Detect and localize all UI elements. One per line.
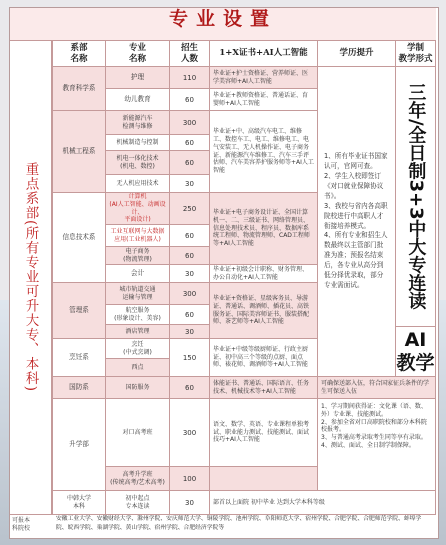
count-preschool: 60	[170, 89, 210, 111]
count-rail: 300	[170, 283, 210, 305]
plan-up: 语文、数学、英语、专业课程单独考试、职业能力测试、技能测试、面试技巧+AI人工智能	[210, 399, 318, 467]
path-up: 1、学习期间获得证：文化课（语、数、外）专业课、技能测试。 2、参加全省对口高职院校和部分本科院校报考。 3、与普通高考录取考生同等享有录取。 4、测试、面试、全日制学制保障。	[318, 399, 436, 491]
plan-info-1: 毕业证+电子商务设计证、全国计算机一、二、三级证书、网络管理员、信息处理技术员、程序员、数据库系统工程师、物流管理师、CAD工程师等+AI人工智能	[210, 193, 318, 265]
header-plan: 1+X证书+AI人工智能	[210, 40, 318, 67]
dept-cook: 烹饪系	[52, 339, 106, 377]
major-accounting: 会计	[106, 265, 170, 283]
plan-edu-2: 毕业证+教师资格证、普通话证、育婴师+AI人工智能	[210, 89, 318, 111]
major-cs: 计算机 (AI人工智能、动画设计、 平面设计)	[106, 193, 170, 225]
major-cooking: 烹饪 (中式烹调)	[106, 339, 170, 359]
count-hotel: 30	[170, 325, 210, 339]
major-exam: 对口高考班	[106, 399, 170, 467]
system-cell	[396, 67, 436, 327]
count-nursing: 110	[170, 67, 210, 89]
ai-text: AI 教学	[396, 328, 435, 374]
major-ecommerce: 电子商务 (物流管理)	[106, 247, 170, 265]
major-drone: 无人机应用技术	[106, 175, 170, 193]
dept-info: 信息技术系	[52, 193, 106, 283]
footer-label: 可报本 科院校	[12, 517, 31, 532]
side-label-cell	[10, 40, 52, 515]
system-text: 三年/全日制3+3中大专连读	[405, 83, 427, 310]
dept-defense: 国防系	[52, 377, 106, 399]
plan-cook: 毕业证+中级等级厨师证、行政主厨证、初中高三个等级的点厨、面点师、裱花师、调酒师等+AI人工智能	[210, 339, 318, 377]
path-main: 1、所有毕业证书国家认可，官网可查。 2、学生入校即签订《对口就业保障协议书》。 3、我校与省内各高职院校进行中高职人才衔接培养模式。 4、所有专业和招生人数最终以主管部门批准为准；预报名结束后，各专业从高分到低分择优录取，部分专业需面试。	[318, 67, 396, 377]
plan-mgmt: 毕业证+资格证、星级客务员、导游证、普通话、调酒师、插花员、高铁服务证、国际美容师证书、服装搭配师、茶艺师等+AI人工智能	[210, 283, 318, 339]
dept-cert: 中韩大学 本科	[52, 491, 106, 515]
count-exam: 300	[170, 399, 210, 467]
header-major: 专业 名称	[106, 40, 170, 67]
count-mech-mfg: 60	[170, 135, 210, 151]
plan-cert: 部首以上面院 初中毕业 达到大学本科等级	[210, 491, 436, 515]
major-rail: 城市轨道交通 运输与管理	[106, 283, 170, 305]
count-aviation: 60	[170, 305, 210, 325]
count-art: 100	[170, 467, 210, 491]
count-cs: 250	[170, 193, 210, 225]
major-nev: 新能源汽车 检测与维修	[106, 111, 170, 135]
major-mech-mfg: 机械制造与控制	[106, 135, 170, 151]
plan-edu-1: 毕业证+护士资格证、营养师证、医学美容师+AI人工智能	[210, 67, 318, 89]
major-nursing: 护理	[106, 67, 170, 89]
dept-up: 升学部	[52, 399, 106, 491]
count-junior: 30	[170, 491, 210, 515]
footer-universities: 安徽工业大学、安徽财经大学、滁州学院、安庆师范大学、铜陵学院、池州学院、阜阳师范大学、宿州学院、合肥学院、合肥师范学院、蚌埠学院、皖西学院、巢湖学院、黄山学院、宿州学院、合肥经济学院等	[56, 516, 422, 531]
path-defense: 可确保送部入伍，符合国家征兵条件的学生可保送入伍	[318, 377, 436, 399]
count-nev: 300	[170, 111, 210, 135]
major-junior: 初中起点 专本连读	[106, 491, 170, 515]
count-drone: 30	[170, 175, 210, 193]
header-dept: 系部 名称	[52, 40, 106, 67]
major-aviation: 航空服务 (形象设计、美容)	[106, 305, 170, 325]
header-system: 学制 教学形式	[396, 40, 436, 67]
major-defense: 国防服务	[106, 377, 170, 399]
side-label: 重点系部(所有专业可升大专、本科)	[22, 162, 39, 393]
plan-mech: 毕业证+中、高级汽车电工、维修工、数控车工、电工、维修电工、电气安装工、无人机操作证、电子商务证、新能源汽车维修工、汽车三手评估师、汽车美容养护服务师等+AI人工智能	[210, 111, 318, 193]
major-preschool: 幼儿教育	[106, 89, 170, 111]
plan-defense: 体能证书、普通话、国际语言、任务技术、机械技术等+AI人工智能	[210, 377, 318, 399]
count-ecommerce: 60	[170, 247, 210, 265]
dept-mgmt: 管理系	[52, 283, 106, 339]
plan-art-empty	[210, 467, 318, 491]
ai-cell	[396, 327, 436, 377]
count-cooking: 150	[170, 339, 210, 377]
major-western: 西点	[106, 359, 170, 377]
major-iot: 工业互联网与大数据 应用(工业机器人)	[106, 225, 170, 247]
page-title: 专业设置	[168, 8, 277, 30]
header-enroll: 招生 人数	[170, 40, 210, 67]
count-iot: 60	[170, 225, 210, 247]
count-accounting: 30	[170, 265, 210, 283]
major-hotel: 酒店管理	[106, 325, 170, 339]
dept-edu: 教育科学系	[52, 67, 106, 111]
header-path: 学历提升	[318, 40, 396, 67]
count-defense: 60	[170, 377, 210, 399]
plan-info-2: 毕业证+初级会计职称、财务管理、办公自动化+AI人工智能	[210, 265, 318, 283]
count-mechatronics: 60	[170, 151, 210, 175]
dept-mech: 机械工程系	[52, 111, 106, 193]
major-art: 高考升学班 (传统高考/艺术高考)	[106, 467, 170, 491]
major-mechatronics: 机电一体化技术 (机电、数控)	[106, 151, 170, 175]
